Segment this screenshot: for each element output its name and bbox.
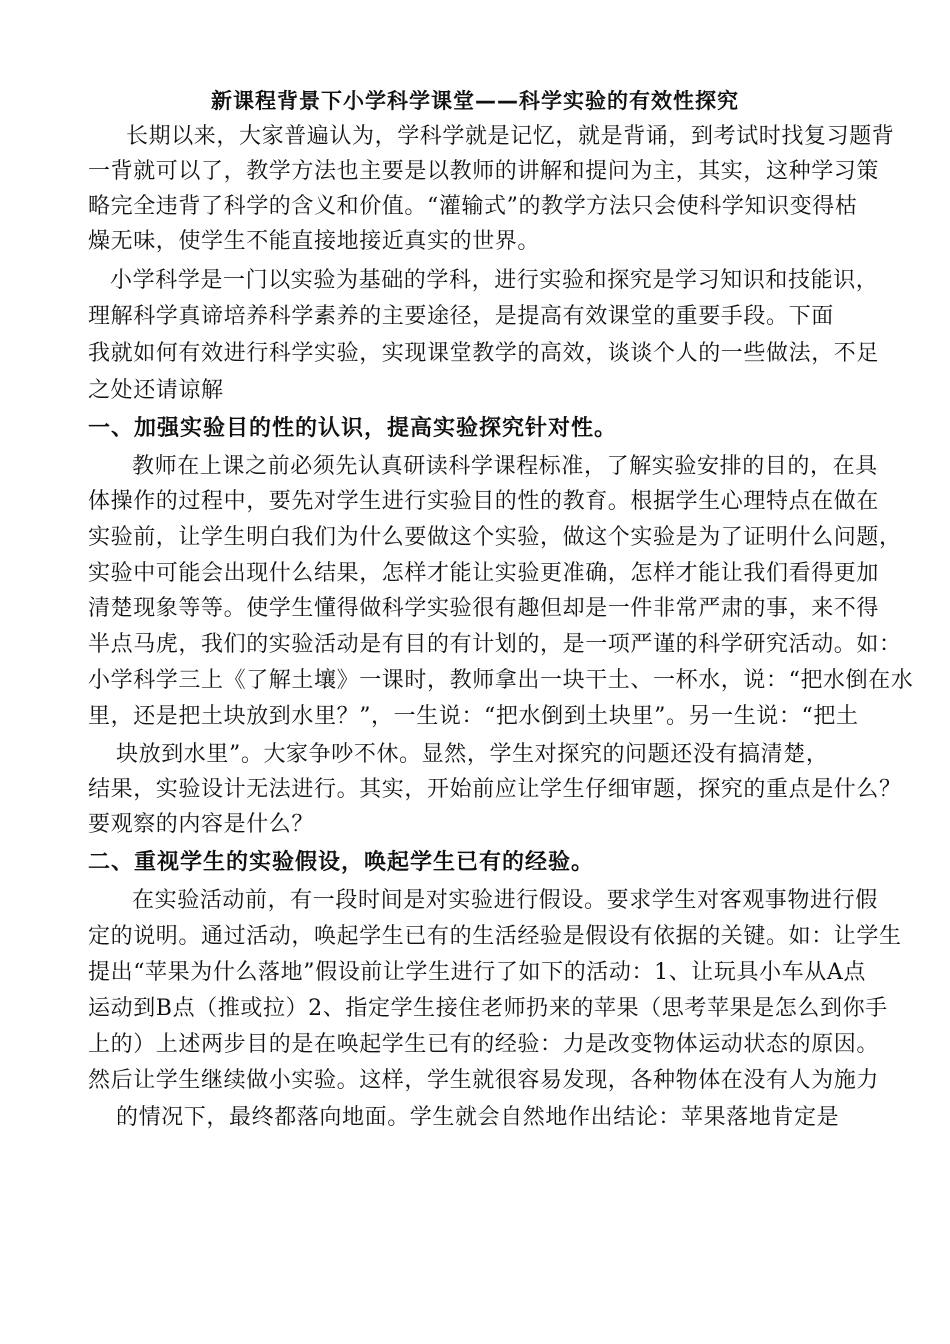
paragraph-line: 我就如何有效进行科学实验，实现课堂教学的高效，谈谈个人的一些做法，不足 (88, 341, 880, 366)
paragraph-line: 体操作的过程中，要先对学生进行实验目的性的教育。根据学生心理特点在做在 (88, 489, 880, 514)
paragraph-line: 在实验活动前，有一段时间是对实验进行假设。要求学生对客观事物进行假 (132, 888, 878, 913)
paragraph-line: 实验前，让学生明白我们为什么要做这个实验，做这个实验是为了证明什么问题， (88, 525, 902, 550)
paragraph-line: 的情况下，最终都落向地面。学生就会自然地作出结论：苹果落地肯定是 (116, 1105, 840, 1130)
section-heading: 二、重视学生的实验假设，唤起学生已有的经验。 (88, 850, 595, 875)
paragraph-line: 长期以来，大家普遍认为，学科学就是记忆，就是背诵，到考试时找复习题背 (126, 124, 895, 149)
paragraph-line: 教师在上课之前必须先认真研读科学课程标准，了解实验安排的目的，在具 (132, 454, 878, 479)
document-title: 新课程背景下小学科学课堂——科学实验的有效性探究 (211, 89, 739, 113)
paragraph-line: 提出“苹果为什么落地”假设前让学生进行了如下的活动：1、让玩具小车从A点 (88, 960, 866, 985)
paragraph-line: 实验中可能会出现什么结果，怎样才能让实验更准确，怎样才能让我们看得更加 (88, 561, 880, 586)
section-heading: 一、加强实验目的性的认识，提高实验探究针对性。 (88, 416, 618, 441)
paragraph-line: 略完全违背了科学的含义和价值。“灌输式”的教学方法只会使科学知识变得枯 (88, 194, 858, 219)
paragraph-line: 里，还是把土块放到水里？”，一生说：“把水倒到土块里”。另一生说：“把土 (88, 704, 859, 729)
paragraph-line: 之处还请谅解 (88, 378, 224, 403)
paragraph-line: 理解科学真谛培养科学素养的主要途径，是提高有效课堂的重要手段。下面 (88, 304, 834, 329)
paragraph-line: 块放到水里”。大家争吵不休。显然，学生对探究的问题还没有搞清楚， (116, 742, 829, 767)
paragraph-line: 清楚现象等等。使学生懂得做科学实验很有趣但却是一件非常严肃的事，来不得 (88, 596, 880, 621)
paragraph-line: 结果，实验设计无法进行。其实，开始前应让学生仔细审题，探究的重点是什么？ (88, 777, 902, 802)
paragraph-line: 运动到B点（推或拉）2、指定学生接住老师扔来的苹果（思考苹果是怎么到你手 (88, 996, 888, 1021)
paragraph-line: 要观察的内容是什么？ (88, 812, 315, 837)
paragraph-line: 上的）上述两步目的是在唤起学生已有的经验：力是改变物体运动状态的原因。 (88, 1032, 880, 1057)
paragraph-line: 小学科学是一门以实验为基础的学科，进行实验和探究是学习知识和技能识， (110, 268, 879, 293)
paragraph-line: 定的说明。通过活动，唤起学生已有的生活经验是假设有依据的关键。如：让学生 (88, 924, 902, 949)
paragraph-line: 然后让学生继续做小实验。这样，学生就很容易发现，各种物体在没有人为施力 (88, 1068, 880, 1093)
paragraph-line: 一背就可以了，教学方法也主要是以教师的讲解和提问为主，其实，这种学习策 (88, 159, 880, 184)
paragraph-line: 燥无味，使学生不能直接地接近真实的世界。 (88, 229, 541, 254)
paragraph-line: 半点马虎，我们的实验活动是有目的有计划的，是一项严谨的科学研究活动。如： (88, 632, 902, 657)
paragraph-line: 小学科学三上《了解土壤》一课时，教师拿出一块干土、一杯水，说：“把水倒在水 (88, 668, 914, 693)
